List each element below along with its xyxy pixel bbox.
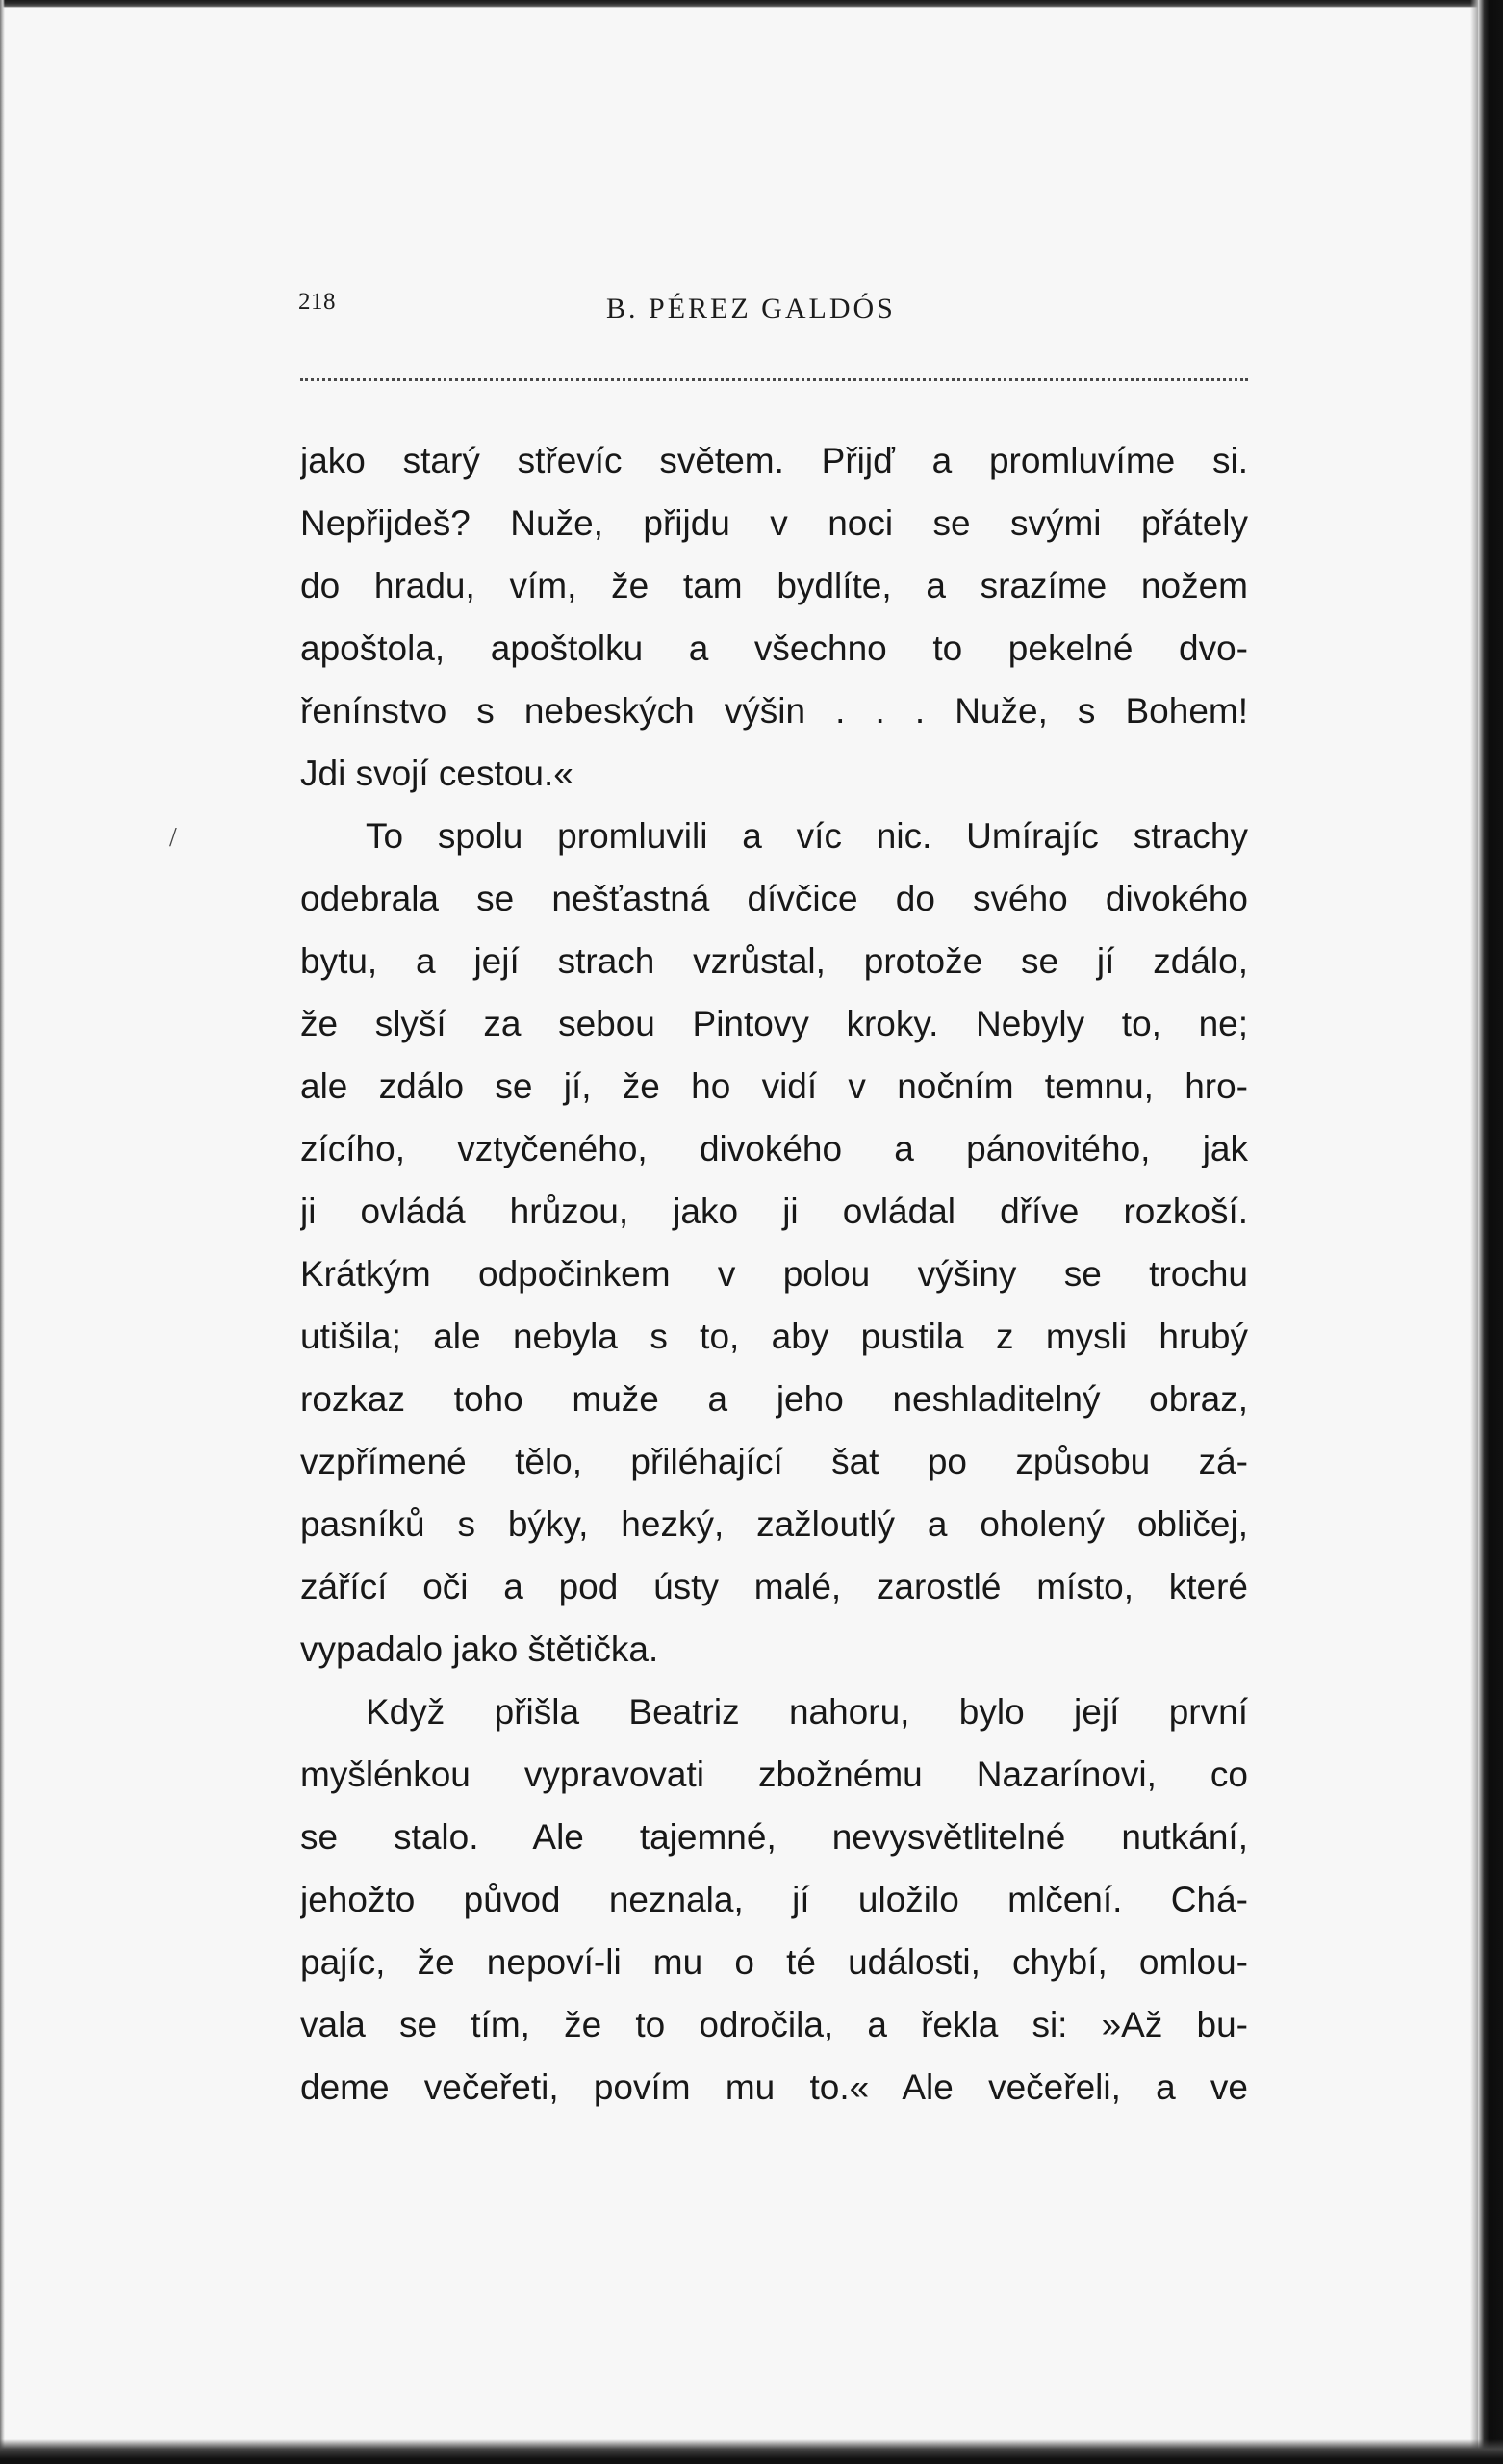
paragraph-start: To spolu promluvili a víc nic. Umírajíc strachy [366,816,1248,856]
text-line: rozkaz toho muže a jeho neshladitelný obraz, [300,1379,1248,1419]
text-line: apoštola, apoštolku a všechno to pekelné dvo- [300,629,1248,668]
scan-edge-left [0,0,5,2464]
text-line: Nepřijdeš? Nuže, přijdu v noci se svými přátely [300,503,1248,543]
text-line: do hradu, vím, že tam bydlíte, a srazíme nožem [300,566,1248,605]
text-line: jehožto původ neznala, jí uložilo mlčení. Chá- [300,1880,1248,1919]
scan-shadow-right [1470,0,1478,2464]
text-line: deme večeřeti, povím mu to.« Ale večeřeli, a ve [300,2067,1248,2107]
text-line: řenínstvo s nebeských výšin . . . Nuže, s Bohem! [300,691,1248,731]
text-line: bytu, a její strach vzrůstal, protože se jí zdálo, [300,941,1248,981]
text-line: se stalo. Ale tajemné, nevysvětlitelné nutkání, [300,1817,1248,1857]
scan-edge-right [1478,0,1503,2464]
text-line: Krátkým odpočinkem v polou výšiny se trochu [300,1254,1248,1294]
text-line: pajíc, že nepoví-li mu o té události, chybí, omlou- [300,1942,1248,1982]
text-line: jako starý střevíc světem. Přijď a promluvíme si. [300,441,1248,480]
scan-edge-top [0,0,1503,8]
text-line: vypadalo jako štětička. [300,1630,659,1669]
text-line: vala se tím, že to odročila, a řekla si: »Až bu- [300,2005,1248,2044]
paragraph-start: Když přišla Beatriz nahoru, bylo její první [366,1692,1248,1732]
text-line: myšlénkou vypravovati zbožnému Nazarínovi, co [300,1755,1248,1794]
body-text [300,429,1248,2118]
text-line: utišila; ale nebyla s to, aby pustila z mysli hrubý [300,1317,1248,1356]
text-line: pasníků s býky, hezký, zažloutlý a oholený obličej, [300,1504,1248,1544]
text-line: ale zdálo se jí, že ho vidí v nočním temnu, hro- [300,1066,1248,1106]
margin-speck: / [169,823,177,853]
text-line: vzpřímené tělo, přiléhající šat po způsobu zá- [300,1442,1248,1481]
text-line: že slyší za sebou Pintovy kroky. Nebyly to, ne; [300,1004,1248,1043]
text-line: zícího, vztyčeného, divokého a pánovitého, jak [300,1129,1248,1168]
page-number: 218 [298,289,336,315]
scan-edge-bottom [0,2439,1503,2464]
text-line: Jdi svojí cestou.« [300,754,573,793]
running-head: B. PÉREZ GALDÓS [606,293,896,324]
page-header [298,289,1261,337]
text-line: zářící oči a pod ústy malé, zarostlé místo, které [300,1567,1248,1606]
text-line: ji ovládá hrůzou, jako ji ovládal dříve rozkoší. [300,1192,1248,1231]
header-rule [300,378,1248,381]
text-line: odebrala se nešťastná dívčice do svého divokého [300,879,1248,918]
